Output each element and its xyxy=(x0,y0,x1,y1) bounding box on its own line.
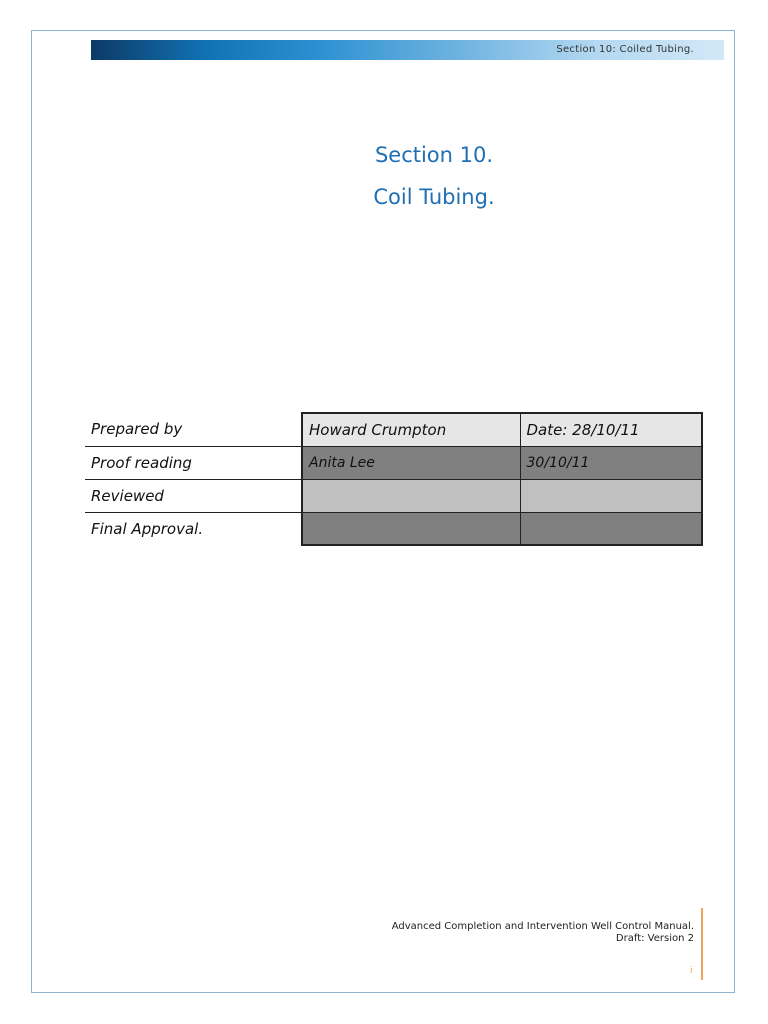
title-line-1: Section 10. xyxy=(374,143,494,167)
footer-manual-title: Advanced Completion and Intervention Well Control Manual. xyxy=(391,921,694,932)
header-bar xyxy=(91,40,724,60)
row-label: Reviewed xyxy=(85,479,302,512)
footer-divider xyxy=(701,908,703,980)
row-label: Prepared by xyxy=(85,413,302,446)
row-label: Final Approval. xyxy=(91,519,204,538)
header-section-title: Section 10: Coiled Tubing. xyxy=(556,44,694,55)
table-row xyxy=(85,479,702,512)
row-date xyxy=(520,479,702,512)
row-name xyxy=(302,479,520,512)
table-row xyxy=(85,446,702,479)
row-date: Date: 28/10/11 xyxy=(520,413,702,446)
row-name xyxy=(302,512,520,545)
approval-table xyxy=(85,412,703,546)
title-line-2: Coil Tubing. xyxy=(373,185,495,209)
row-date: 30/10/11 xyxy=(520,446,702,479)
footer xyxy=(392,921,694,945)
row-label: Proof reading xyxy=(85,446,302,479)
table-row xyxy=(85,512,702,545)
row-name: Howard Crumpton xyxy=(302,413,520,446)
row-date xyxy=(520,512,702,545)
footer-version: Draft: Version 2 xyxy=(615,933,694,944)
page-number: i xyxy=(690,966,693,976)
table-row xyxy=(85,413,702,446)
row-name: Anita Lee xyxy=(302,446,520,479)
